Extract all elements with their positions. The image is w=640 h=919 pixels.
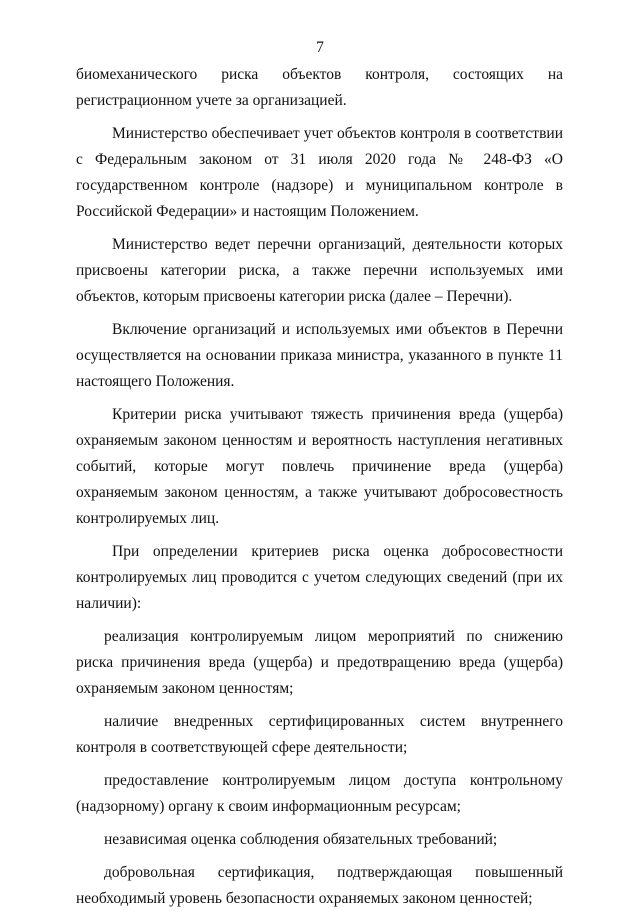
list-item-control-systems: наличие внедренных сертифицированных систем внутреннего контроля в соответствующей сфере деятельности; — [76, 713, 563, 756]
paragraph-evaluation: При определении критериев риска оценка добросовестности контролируемых лиц проводится с учетом следующих сведений (при их наличии): — [76, 543, 563, 612]
paragraph-inclusion: Включение организаций и используемых ими объектов в Перечни осуществляется на основании приказа министра, указанного в пункте 11 настоящего Положения. — [76, 321, 563, 390]
paragraph-continuation: биомеханического риска объектов контроля, состоящих на регистрационном учете за организацией. — [76, 66, 563, 109]
paragraph-accounting: Министерство обеспечивает учет объектов контроля в соответствии с Федеральным законом от 31 июля 2020 года № 248-ФЗ «О государственном контроле (надзоре) и муниципальном контроле в Российской Федерации» и настоящим Положением. — [76, 125, 563, 220]
list-item-measures: реализация контролируемым лицом мероприятий по снижению риска причинения вреда (ущерба) и предотвращению вреда (ущерба) охраняемым законом ценностям; — [76, 628, 563, 697]
list-item-independent-evaluation: независимая оценка соблюдения обязательных требований; — [104, 831, 498, 848]
paragraph-risk-criteria: Критерии риска учитывают тяжесть причинения вреда (ущерба) охраняемым законом ценностям и вероятность наступления негативных событий, которые могут повлечь причинение вреда (ущерба) охраняемым законом ценностям, а также учитывают добросовестность контролируемых лиц. — [76, 406, 563, 527]
list-item-certification: добровольная сертификация, подтверждающая повышенный необходимый уровень безопасности охраняемых законом ценностей; — [76, 864, 563, 907]
list-item-access: предоставление контролируемым лицом доступа контрольному (надзорному) органу к своим информационным ресурсам; — [76, 772, 563, 815]
page-number: 7 — [316, 39, 324, 56]
paragraph-lists: Министерство ведет перечни организаций, деятельности которых присвоены категории риска, а также перечни используемых ими объектов, которым присвоены категории риска (далее – Перечни). — [76, 236, 563, 305]
document-body — [76, 62, 563, 919]
